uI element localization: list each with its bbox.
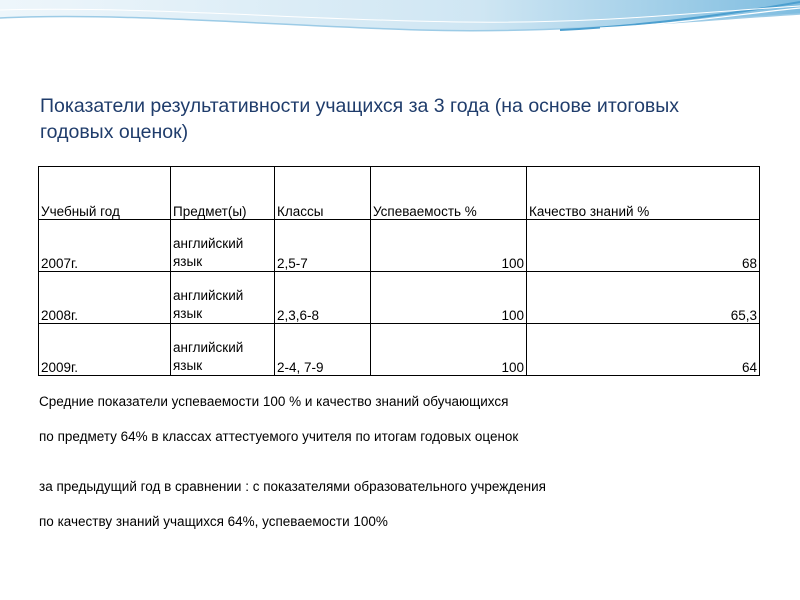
subject-line: английский: [173, 288, 244, 303]
summary-line: по предмету 64% в классах аттестуемого учителя по итогам годовых оценок: [39, 429, 519, 444]
progress-cell: 100: [371, 272, 527, 324]
year-cell: 2008г.: [39, 272, 171, 324]
header-wave-decoration: [0, 0, 800, 60]
subject-line: язык: [173, 254, 203, 269]
classes-cell: 2,3,6-8: [275, 272, 371, 324]
progress-cell: 100: [371, 324, 527, 376]
year-cell: 2009г.: [39, 324, 171, 376]
table-row: [39, 272, 760, 324]
summary-line: за предыдущий год в сравнении : с показателями образовательного учреждения: [39, 479, 546, 494]
column-header: Предмет(ы): [171, 167, 275, 220]
table-row: [39, 324, 760, 376]
subject-line: английский: [173, 340, 244, 355]
progress-cell: 100: [371, 220, 527, 272]
subject-cell: [171, 272, 275, 324]
column-header: Учебный год: [39, 167, 171, 220]
summary-line: Средние показатели успеваемости 100 % и качество знаний обучающихся: [39, 394, 509, 409]
table-header-row: [39, 167, 760, 220]
quality-cell: 65,3: [527, 272, 760, 324]
quality-cell: 64: [527, 324, 760, 376]
results-table: [38, 166, 760, 376]
year-cell: 2007г.: [39, 220, 171, 272]
subject-line: язык: [173, 358, 203, 373]
summary-line: по качеству знаний учащихся 64%, успеваемости 100%: [39, 514, 388, 529]
subject-cell: [171, 220, 275, 272]
subject-cell: [171, 324, 275, 376]
column-header: Качество знаний %: [527, 167, 760, 220]
quality-cell: 68: [527, 220, 760, 272]
slide-title: Показатели результативности учащихся за 3 года (на основе итоговых годовых оценок): [40, 95, 680, 143]
column-header: Успеваемость %: [371, 167, 527, 220]
subject-line: английский: [173, 236, 244, 251]
table-row: [39, 220, 760, 272]
subject-line: язык: [173, 306, 203, 321]
classes-cell: 2-4, 7-9: [275, 324, 371, 376]
classes-cell: 2,5-7: [275, 220, 371, 272]
column-header: Классы: [275, 167, 371, 220]
